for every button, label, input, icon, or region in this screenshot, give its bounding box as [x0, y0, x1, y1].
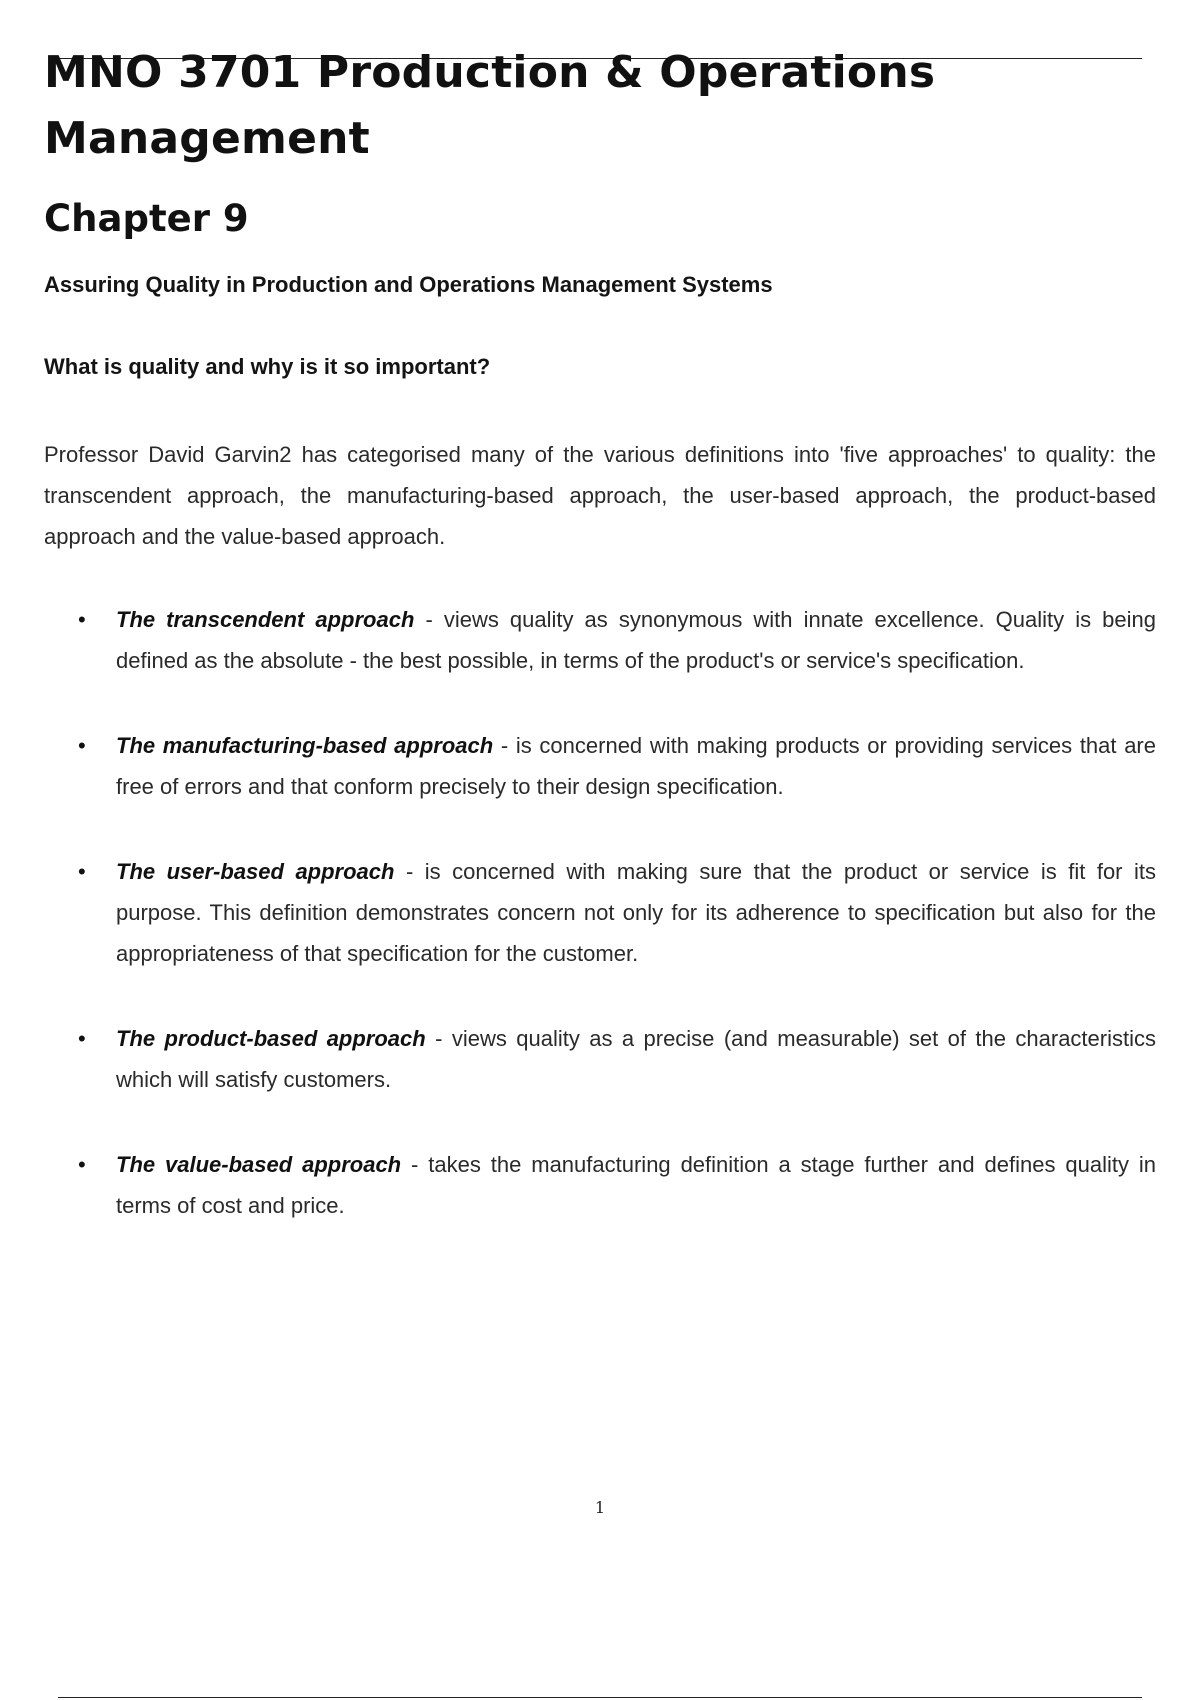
chapter-heading: Chapter 9: [44, 197, 249, 240]
list-item-product: [44, 1018, 1156, 1100]
bullet-icon: •: [78, 859, 86, 884]
approach-term: The transcendent approach: [116, 607, 415, 632]
bullet-icon: •: [78, 1026, 86, 1051]
approach-term: The manufacturing-based approach: [116, 733, 494, 758]
approach-term: The value-based approach: [116, 1152, 402, 1177]
bullet-icon: •: [78, 1152, 86, 1177]
approach-description: - is concerned with making products or providing services that are free of errors and that conform precisely to their design specification.: [116, 733, 1156, 799]
chapter-subtitle: Assuring Quality in Production and Operations Management Systems: [44, 272, 773, 297]
page-number: 1: [594, 1498, 606, 1517]
bullet-icon: •: [78, 607, 86, 632]
approach-description: - views quality as synonymous with innate excellence. Quality is being defined as the absolute - the best possible, in terms of the product's or service's specification.: [116, 607, 1156, 673]
approaches-list: [44, 599, 1156, 1226]
list-item-value: [44, 1144, 1156, 1226]
page-content: [44, 40, 1156, 1270]
section-question: What is quality and why is it so important?: [44, 354, 491, 379]
intro-paragraph: Professor David Garvin2 has categorised many of the various definitions into 'five approaches' to quality: the transcendent approach, the manufacturing-based approach, the user-based approach, the product-based approach and the value-based approach.: [44, 442, 1156, 549]
document-title: MNO 3701 Production & Operations Management: [44, 47, 936, 164]
bottom-rule: [58, 1697, 1142, 1698]
approach-term: The product-based approach: [116, 1026, 426, 1051]
list-item-transcendent: [44, 599, 1156, 681]
bullet-icon: •: [78, 733, 86, 758]
list-item-user: [44, 851, 1156, 974]
approach-description: - is concerned with making sure that the product or service is fit for its purpose. This definition demonstrates concern not only for its adherence to specification but also for the appropriateness of that specification for the customer.: [116, 859, 1156, 966]
list-item-manufacturing: [44, 725, 1156, 807]
approach-description: - views quality as a precise (and measurable) set of the characteristics which will satisfy customers.: [116, 1026, 1156, 1092]
approach-description: - takes the manufacturing definition a stage further and defines quality in terms of cost and price.: [116, 1152, 1156, 1218]
approach-term: The user-based approach: [116, 859, 395, 884]
